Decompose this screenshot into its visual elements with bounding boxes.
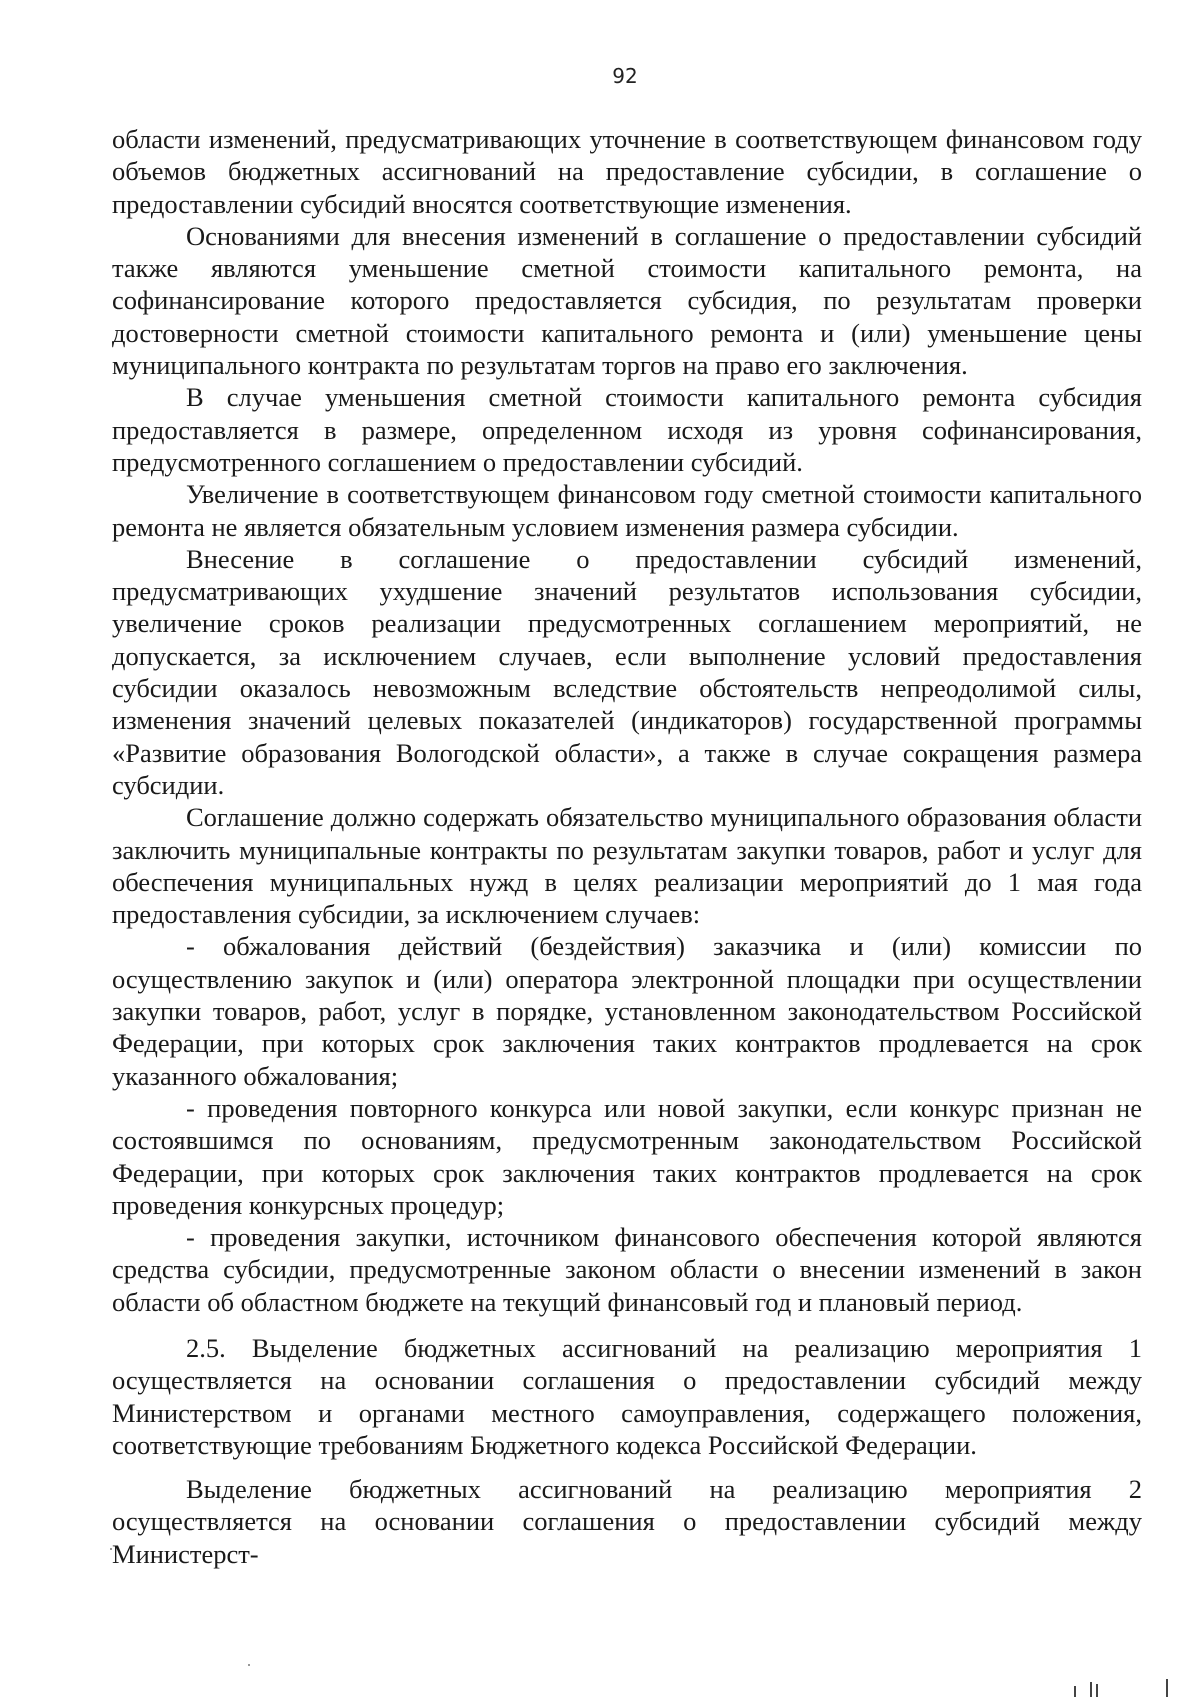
scan-speck (248, 1664, 250, 1666)
list-item-budget-law: - проведения закупки, источником финансового обеспечения которой являются средства субсидии, предусмотренные законом области о внесении изменений в закон области об областном бюджете на текущий финансовый год и плановый период. (112, 1222, 1142, 1317)
paragraph-prohibited-changes: Внесение в соглашение о предоставлении субсидий изменений, предусматривающих ухудшение значений результатов использования субсидии, увеличение сроков реализации предусмотренных соглашением мероприятий, не допускается, за исключением случаев, если выполнение условий предоставления субсидии оказалось невозможным вследствие обстоятельств непреодолимой силы, изменения значений целевых показателей (индикаторов) государственной программы «Развитие образования Вологодской области», а также в случае сокращения размера субсидии. (112, 543, 1142, 800)
scan-speck (110, 1548, 112, 1550)
paragraph-cost-reduction: В случае уменьшения сметной стоимости капитального ремонта субсидия предоставляется в размере, определенном исходя из уровня софинансирования, предусмотренного соглашением о предоставлении субсидий. (112, 382, 1142, 477)
paragraph-grounds-for-changes: Основаниями для внесения изменений в соглашение о предоставлении субсидий также являются уменьшение сметной стоимости капитального ремонта, на софинансирование которого предоставляется субсидия, по результатам проверки достоверности сметной стоимости капитального ремонта и (или) уменьшение цены муниципального контракта по результатам торгов на право его заключения. (112, 220, 1142, 381)
scan-edge-mark (1090, 1682, 1092, 1697)
paragraph-contract-obligation: Соглашение должно содержать обязательство муниципального образования области заключить муниципальные контракты по результатам закупки товаров, работ и услуг для обеспечения муниципальных нужд в целях реализации мероприятий до 1 мая года предоставления субсидии, за исключением случаев: (112, 802, 1142, 930)
page-number: 92 (612, 64, 638, 88)
list-item-repeat-tender: - проведения повторного конкурса или новой закупки, если конкурс признан не состоявшимся по основаниям, предусмотренным законодательством Российской Федерации, при которых срок заключения таких контрактов продлевается на срок проведения конкурсных процедур; (112, 1092, 1142, 1220)
body-text (112, 123, 1142, 1570)
list-item-appeal: - обжалования действий (бездействия) заказчика и (или) комиссии по осуществлению закупок и (или) оператора электронной площадки при осуществлении закупки товаров, работ, услуг в порядке, установленном законодательством Российской Федерации, при которых срок заключения таких контрактов продлевается на срок указанного обжалования; (112, 931, 1142, 1091)
scan-edge-mark (1096, 1684, 1098, 1697)
scan-edge-mark (1166, 1679, 1168, 1697)
paragraph-cost-increase: Увеличение в соответствующем финансовом году сметной стоимости капитального ремонта не является обязательным условием изменения размера субсидии. (112, 479, 1142, 542)
paragraph-measure-2: Выделение бюджетных ассигнований на реализацию мероприятия 2 осуществляется на основании соглашения о предоставлении субсидий между Министерст- (112, 1474, 1142, 1569)
paragraph-section-2-5: 2.5. Выделение бюджетных ассигнований на реализацию мероприятия 1 осуществляется на основании соглашения о предоставлении субсидий между Министерством и органами местного самоуправления, содержащего положения, соответствующие требованиям Бюджетного кодекса Российской Федерации. (112, 1332, 1142, 1460)
scan-edge-mark (1074, 1686, 1076, 1697)
paragraph-continuation: области изменений, предусматривающих уточнение в соответствующем финансовом году объемов бюджетных ассигнований на предоставление субсидии, в соглашение о предоставлении субсидий вносятся соответствующие изменения. (112, 124, 1142, 219)
